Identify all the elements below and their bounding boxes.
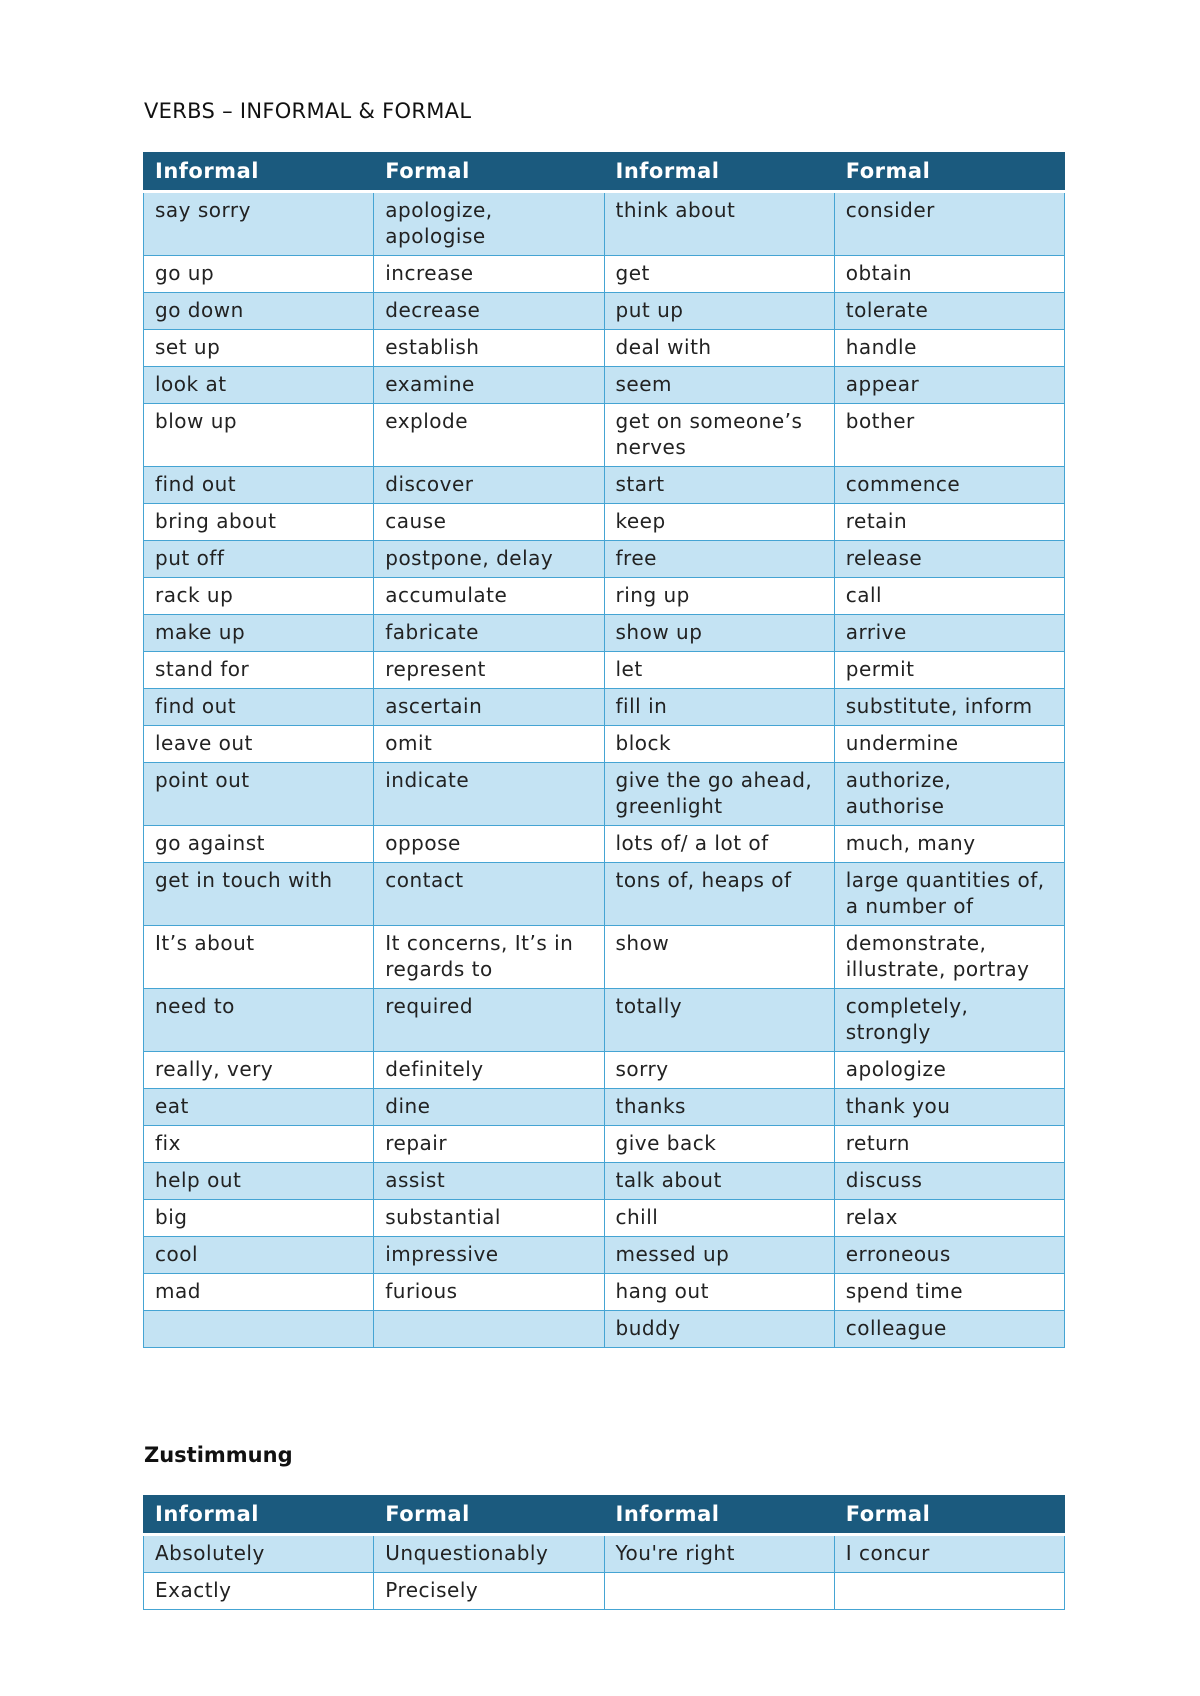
table-row — [144, 504, 1065, 541]
formal-cell: accumulate — [374, 578, 604, 615]
informal-cell: show — [604, 926, 834, 989]
table-row — [144, 404, 1065, 467]
formal-cell: establish — [374, 330, 604, 367]
formal-cell: contact — [374, 863, 604, 926]
informal-cell: say sorry — [144, 192, 374, 256]
formal-cell: retain — [834, 504, 1064, 541]
informal-cell: rack up — [144, 578, 374, 615]
formal-cell: Precisely — [374, 1573, 604, 1610]
informal-cell: go against — [144, 826, 374, 863]
informal-cell: buddy — [604, 1311, 834, 1348]
informal-cell: mad — [144, 1274, 374, 1311]
formal-cell: cause — [374, 504, 604, 541]
informal-cell: It’s about — [144, 926, 374, 989]
informal-cell: hang out — [604, 1274, 834, 1311]
informal-cell: give back — [604, 1126, 834, 1163]
table-row — [144, 541, 1065, 578]
formal-cell: large quantities of, a number of — [834, 863, 1064, 926]
formal-cell: increase — [374, 256, 604, 293]
table-row — [144, 467, 1065, 504]
formal-cell: apologize, apologise — [374, 192, 604, 256]
formal-cell: decrease — [374, 293, 604, 330]
table-row — [144, 1274, 1065, 1311]
formal-cell: demonstrate, illustrate, portray — [834, 926, 1064, 989]
formal-cell: obtain — [834, 256, 1064, 293]
informal-cell: leave out — [144, 726, 374, 763]
table-row — [144, 1052, 1065, 1089]
informal-cell: put off — [144, 541, 374, 578]
formal-cell: authorize, authorise — [834, 763, 1064, 826]
informal-cell: ring up — [604, 578, 834, 615]
formal-cell: dine — [374, 1089, 604, 1126]
informal-cell: sorry — [604, 1052, 834, 1089]
formal-cell: erroneous — [834, 1237, 1064, 1274]
formal-cell: spend time — [834, 1274, 1064, 1311]
formal-cell: permit — [834, 652, 1064, 689]
formal-cell: impressive — [374, 1237, 604, 1274]
formal-cell: furious — [374, 1274, 604, 1311]
formal-cell: I concur — [834, 1535, 1064, 1573]
formal-cell: bother — [834, 404, 1064, 467]
informal-cell: find out — [144, 689, 374, 726]
header-informal: Informal — [144, 152, 374, 192]
table-row — [144, 192, 1065, 256]
informal-cell: bring about — [144, 504, 374, 541]
informal-cell: show up — [604, 615, 834, 652]
verbs-table — [143, 152, 1065, 1348]
informal-cell: get on someone’s nerves — [604, 404, 834, 467]
formal-cell: repair — [374, 1126, 604, 1163]
table-row — [144, 578, 1065, 615]
formal-cell — [834, 1573, 1064, 1610]
formal-cell: required — [374, 989, 604, 1052]
formal-cell: discuss — [834, 1163, 1064, 1200]
formal-cell: examine — [374, 367, 604, 404]
formal-cell: commence — [834, 467, 1064, 504]
formal-cell: oppose — [374, 826, 604, 863]
formal-cell: consider — [834, 192, 1064, 256]
header-formal: Formal — [374, 1495, 604, 1535]
table-row — [144, 256, 1065, 293]
informal-cell: totally — [604, 989, 834, 1052]
informal-cell: get in touch with — [144, 863, 374, 926]
formal-cell: handle — [834, 330, 1064, 367]
informal-cell: think about — [604, 192, 834, 256]
table-row — [144, 926, 1065, 989]
table-row — [144, 1089, 1065, 1126]
informal-cell: give the go ahead, greenlight — [604, 763, 834, 826]
informal-cell: start — [604, 467, 834, 504]
table-row — [144, 1573, 1065, 1610]
informal-cell: Absolutely — [144, 1535, 374, 1573]
table-row — [144, 989, 1065, 1052]
informal-cell: big — [144, 1200, 374, 1237]
informal-cell: keep — [604, 504, 834, 541]
table-row — [144, 1237, 1065, 1274]
informal-cell: fix — [144, 1126, 374, 1163]
table-row — [144, 1126, 1065, 1163]
formal-cell: appear — [834, 367, 1064, 404]
formal-cell: undermine — [834, 726, 1064, 763]
informal-cell: messed up — [604, 1237, 834, 1274]
informal-cell: deal with — [604, 330, 834, 367]
informal-cell: make up — [144, 615, 374, 652]
informal-cell: You're right — [604, 1535, 834, 1573]
table-row — [144, 726, 1065, 763]
formal-cell: Unquestionably — [374, 1535, 604, 1573]
formal-cell: omit — [374, 726, 604, 763]
informal-cell: lots of/ a lot of — [604, 826, 834, 863]
informal-cell: talk about — [604, 1163, 834, 1200]
informal-cell: fill in — [604, 689, 834, 726]
table-row — [144, 763, 1065, 826]
header-informal: Informal — [144, 1495, 374, 1535]
formal-cell: colleague — [834, 1311, 1064, 1348]
formal-cell: assist — [374, 1163, 604, 1200]
informal-cell: set up — [144, 330, 374, 367]
informal-cell: let — [604, 652, 834, 689]
header-formal: Formal — [834, 152, 1064, 192]
formal-cell: postpone, delay — [374, 541, 604, 578]
formal-cell: fabricate — [374, 615, 604, 652]
table-header-row — [144, 1495, 1065, 1535]
informal-cell: find out — [144, 467, 374, 504]
formal-cell: return — [834, 1126, 1064, 1163]
table-row — [144, 293, 1065, 330]
formal-cell: arrive — [834, 615, 1064, 652]
informal-cell: go down — [144, 293, 374, 330]
informal-cell: seem — [604, 367, 834, 404]
formal-cell: call — [834, 578, 1064, 615]
informal-cell: put up — [604, 293, 834, 330]
formal-cell: substitute, inform — [834, 689, 1064, 726]
informal-cell: blow up — [144, 404, 374, 467]
formal-cell: tolerate — [834, 293, 1064, 330]
table-row — [144, 652, 1065, 689]
table-row — [144, 826, 1065, 863]
formal-cell: thank you — [834, 1089, 1064, 1126]
informal-cell: help out — [144, 1163, 374, 1200]
formal-cell: indicate — [374, 763, 604, 826]
formal-cell: ascertain — [374, 689, 604, 726]
header-formal: Formal — [374, 152, 604, 192]
agreement-table — [143, 1495, 1065, 1610]
informal-cell — [144, 1311, 374, 1348]
informal-cell: tons of, heaps of — [604, 863, 834, 926]
informal-cell: thanks — [604, 1089, 834, 1126]
table-row — [144, 1535, 1065, 1573]
formal-cell: completely, strongly — [834, 989, 1064, 1052]
table-row — [144, 367, 1065, 404]
informal-cell: look at — [144, 367, 374, 404]
formal-cell: release — [834, 541, 1064, 578]
formal-cell: relax — [834, 1200, 1064, 1237]
informal-cell: need to — [144, 989, 374, 1052]
informal-cell: free — [604, 541, 834, 578]
header-formal: Formal — [834, 1495, 1064, 1535]
table-row — [144, 863, 1065, 926]
informal-cell: eat — [144, 1089, 374, 1126]
informal-cell: stand for — [144, 652, 374, 689]
formal-cell: definitely — [374, 1052, 604, 1089]
table-row — [144, 615, 1065, 652]
formal-cell: explode — [374, 404, 604, 467]
informal-cell: point out — [144, 763, 374, 826]
table-header-row — [144, 152, 1065, 192]
informal-cell: cool — [144, 1237, 374, 1274]
formal-cell: apologize — [834, 1052, 1064, 1089]
page-title: VERBS – INFORMAL & FORMAL — [144, 99, 472, 123]
formal-cell: discover — [374, 467, 604, 504]
formal-cell: substantial — [374, 1200, 604, 1237]
informal-cell: get — [604, 256, 834, 293]
table-row — [144, 1200, 1065, 1237]
table-row — [144, 1163, 1065, 1200]
section-title: Zustimmung — [144, 1443, 293, 1467]
table-row — [144, 330, 1065, 367]
informal-cell: chill — [604, 1200, 834, 1237]
informal-cell — [604, 1573, 834, 1610]
table-row — [144, 689, 1065, 726]
formal-cell: It concerns, It’s in regards to — [374, 926, 604, 989]
formal-cell: much, many — [834, 826, 1064, 863]
table-row — [144, 1311, 1065, 1348]
header-informal: Informal — [604, 152, 834, 192]
informal-cell: really, very — [144, 1052, 374, 1089]
informal-cell: block — [604, 726, 834, 763]
formal-cell — [374, 1311, 604, 1348]
informal-cell: go up — [144, 256, 374, 293]
formal-cell: represent — [374, 652, 604, 689]
header-informal: Informal — [604, 1495, 834, 1535]
informal-cell: Exactly — [144, 1573, 374, 1610]
